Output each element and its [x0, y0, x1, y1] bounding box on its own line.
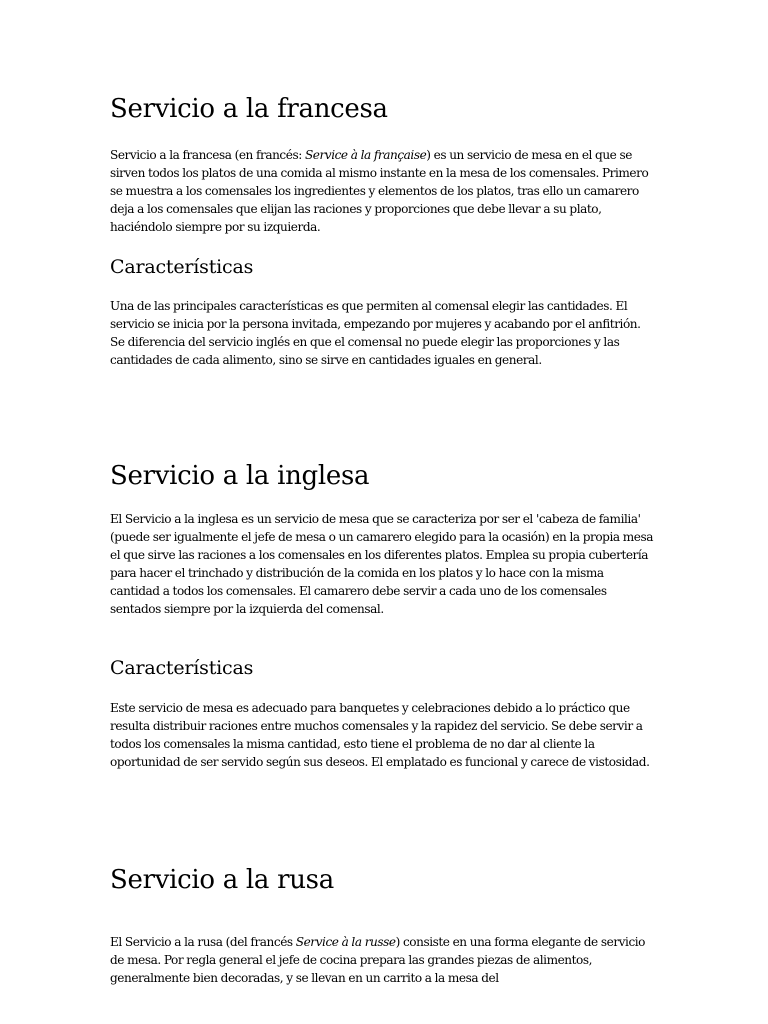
subsection-paragraph-inglesa: Este servicio de mesa es adecuado para banquetes y celebraciones debido a lo práctico que resulta distribuir raciones entre muchos comensales y la rapidez del servicio. Se debe servir a todos los comensales la misma cantidad, esto tiene el problema de no dar al cliente la oportunidad de ser servido según sus deseos. El emplatado es funcional y carece de vistosidad. — [110, 701, 650, 769]
paragraph-text: El Servicio a la rusa (del francés — [110, 935, 296, 949]
section-paragraph-rusa — [110, 933, 655, 987]
subsection-paragraph-francesa: Una de las principales características es que permiten al comensal elegir las cantidades. El servicio se inicia por la persona invitada, empezando por mujeres y acabando por el anfitrión. Se diferencia del servicio inglés en que el comensal no puede elegir las proporciones y las cantidades de cada alimento, sino se sirve en cantidades iguales en general. — [110, 299, 641, 367]
section-paragraph-inglesa: El Servicio a la inglesa es un servicio de mesa que se caracteriza por ser el 'cabeza de familia' (puede ser igualmente el jefe de mesa o un camarero elegido para la ocasión) en la propia mesa el que sirve las raciones a los comensales en los diferentes platos. Emplea su propia cubertería para hacer el trinchado y distribución de la comida en los platos y lo hace con la misma cantidad a todos los comensales. El camarero debe servir a cada uno de los comensales sentados siempre por la izquierda del comensal. — [110, 512, 653, 616]
section-title-inglesa: Servicio a la inglesa — [110, 461, 370, 491]
paragraph-text: Servicio a la francesa (en francés: — [110, 148, 305, 162]
paragraph-italic-term: Service à la française — [304, 148, 427, 162]
subheading-caracteristicas-inglesa: Características — [110, 657, 254, 679]
section-paragraph-francesa — [110, 146, 655, 236]
section-title-rusa: Servicio a la rusa — [110, 865, 334, 895]
paragraph-text: ) es un servicio de mesa en el que se sirven todos los platos de una comida al mismo instante en la mesa de los comensales. Primero se muestra a los comensales los ingredientes y elementos de los platos, tras ello un camarero deja a los comensales que elijan las raciones y proporciones que debe llevar a su plato, haciéndolo siempre por su izquierda. — [110, 148, 649, 234]
section-title-francesa: Servicio a la francesa — [110, 94, 388, 124]
paragraph-italic-term: Service à la russe — [295, 935, 396, 949]
paragraph-text: ) consiste en una forma elegante de servicio de mesa. Por regla general el jefe de cocina prepara las grandes piezas de alimentos, generalmente bien decoradas, y se llevan en un carrito a la mesa del — [110, 935, 646, 985]
subheading-caracteristicas-francesa: Características — [110, 256, 254, 278]
